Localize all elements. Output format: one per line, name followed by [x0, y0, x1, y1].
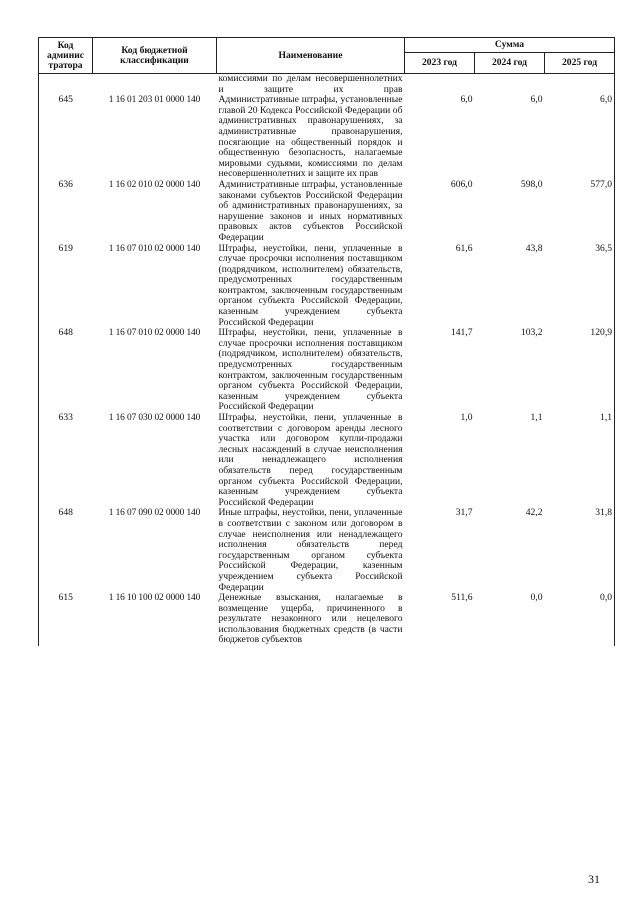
table-row	[39, 244, 615, 329]
header-admin-code	[39, 38, 93, 74]
sum-2024-cell: 42,2	[525, 507, 543, 519]
admin-code-cell: 645	[39, 95, 93, 180]
sum-2025-cell: 31,8	[545, 508, 615, 593]
sum-2023-cell: 606,0	[450, 178, 473, 190]
sum-2025-cell: 6,0	[545, 95, 615, 180]
sum-2023-cell: 61,6	[455, 242, 473, 254]
continuation-text: комиссиями по делам несовершеннолетних и защите их прав	[218, 73, 403, 95]
kbk-cell: 1 16 02 010 02 0000 140	[108, 179, 201, 190]
header-year-2023: 2023 год	[405, 53, 475, 74]
sum-2025-cell: 120,9	[545, 328, 615, 413]
table-row	[39, 328, 615, 413]
header-admin-line-2: админис	[46, 49, 85, 61]
name-cell: Штрафы, неустойки, пени, уплаченные в соответствии с договором аренды лесного участка или договором купли-продажи лесных насаждений в случае неисполнения или ненадлежащего исполнения обязательств перед государственным органом субъекта Российской Федерации, казенным учреждением субъекта Российской Федерации	[218, 412, 403, 508]
name-cell: Иные штрафы, неустойки, пени, уплаченные в соответствии с законом или договором в случае неисполнения или ненадлежащего исполнения обязательств перед государственным органом субъекта Российской Федерации, казенным учреждением субъекта Российской Федерации	[218, 507, 403, 593]
table-row	[39, 180, 615, 244]
continuation-row	[39, 74, 615, 96]
header-kbk-line-2: классификации	[120, 54, 189, 66]
sum-2024-cell: 43,8	[525, 242, 543, 254]
admin-code-cell: 648	[39, 328, 93, 413]
sum-2025-cell: 0,0	[545, 593, 615, 646]
sum-2024-cell: 0,0	[530, 592, 543, 604]
kbk-cell: 1 16 07 030 02 0000 140	[108, 413, 201, 423]
admin-code-cell: 615	[39, 593, 93, 646]
sum-2024-cell: 6,0	[530, 94, 543, 106]
header-admin-line-3: тратора	[48, 59, 83, 71]
header-name: Наименование	[217, 38, 405, 74]
header-year-2025: 2025 год	[545, 53, 615, 74]
table-row	[39, 508, 615, 593]
sum-2025-cell: 1,1	[545, 413, 615, 508]
sum-2023-cell: 1,0	[460, 412, 473, 423]
kbk-cell: 1 16 07 010 02 0000 140	[108, 243, 201, 254]
sum-2025-cell: 36,5	[545, 244, 615, 329]
name-cell: Штрафы, неустойки, пени, уплаченные в случае просрочки исполнения поставщиком (подрядчиком, исполнителем) обязательств, предусмотренных государственным контрактом, заключенным государственным органом субъекта Российской Федерации, казенным учреждением субъекта Российской Федерации	[218, 242, 403, 328]
name-cell: Административные штрафы, установленные законами субъектов Российской Федерации об административных правонарушениях, за нарушение законов и иных нормативных правовых актов субъектов Российской Федерации	[218, 178, 403, 243]
header-sum: Сумма	[405, 38, 615, 53]
header-year-2024: 2024 год	[475, 53, 545, 74]
header-kbk-line-1: Код бюджетной	[121, 44, 188, 56]
admin-code-cell: 619	[39, 244, 93, 329]
kbk-cell: 1 16 01 203 01 0000 140	[108, 95, 201, 106]
admin-code-cell: 633	[39, 413, 93, 508]
sum-2023-cell: 31,7	[455, 507, 473, 519]
sum-2023-cell: 6,0	[460, 94, 473, 106]
sum-2024-cell: 1,1	[530, 412, 543, 423]
header-admin-line-1: Код	[57, 39, 74, 51]
kbk-cell: 1 16 07 010 02 0000 140	[108, 328, 201, 339]
admin-code-cell: 648	[39, 508, 93, 593]
kbk-cell: 1 16 07 090 02 0000 140	[108, 508, 201, 519]
budget-revenue-table	[38, 37, 615, 646]
admin-code-cell: 636	[39, 180, 93, 244]
header-kbk	[93, 38, 217, 74]
sum-2024-cell: 598,0	[520, 178, 543, 190]
page-number: 31	[588, 872, 600, 886]
sum-2023-cell: 511,6	[451, 592, 473, 604]
sum-2024-cell: 103,2	[520, 327, 543, 339]
name-cell: Денежные взыскания, налагаемые в возмещение ущерба, причиненного в результате незаконного или нецелевого использования бюджетных средств (в части бюджетов субъектов	[218, 592, 403, 646]
table-row	[39, 95, 615, 180]
sum-2023-cell: 141,7	[450, 327, 473, 339]
table-row	[39, 593, 615, 646]
table-row	[39, 413, 615, 508]
name-cell: Штрафы, неустойки, пени, уплаченные в случае просрочки исполнения поставщиком (подрядчиком, исполнителем) обязательств, предусмотренных государственным контрактом, заключенным государственным органом субъекта Российской Федерации, казенным учреждением субъекта Российской Федерации	[218, 327, 403, 413]
name-cell: Административные штрафы, установленные главой 20 Кодекса Российской Федерации об административных правонарушениях, за административные правонарушения, посягающие на общественный порядок и общественную безопасность, налагаемые мировыми судьями, комиссиями по делам несовершеннолетних и защите их прав	[218, 94, 403, 180]
kbk-cell: 1 16 10 100 02 0000 140	[108, 593, 201, 604]
sum-2025-cell: 577,0	[545, 180, 615, 244]
